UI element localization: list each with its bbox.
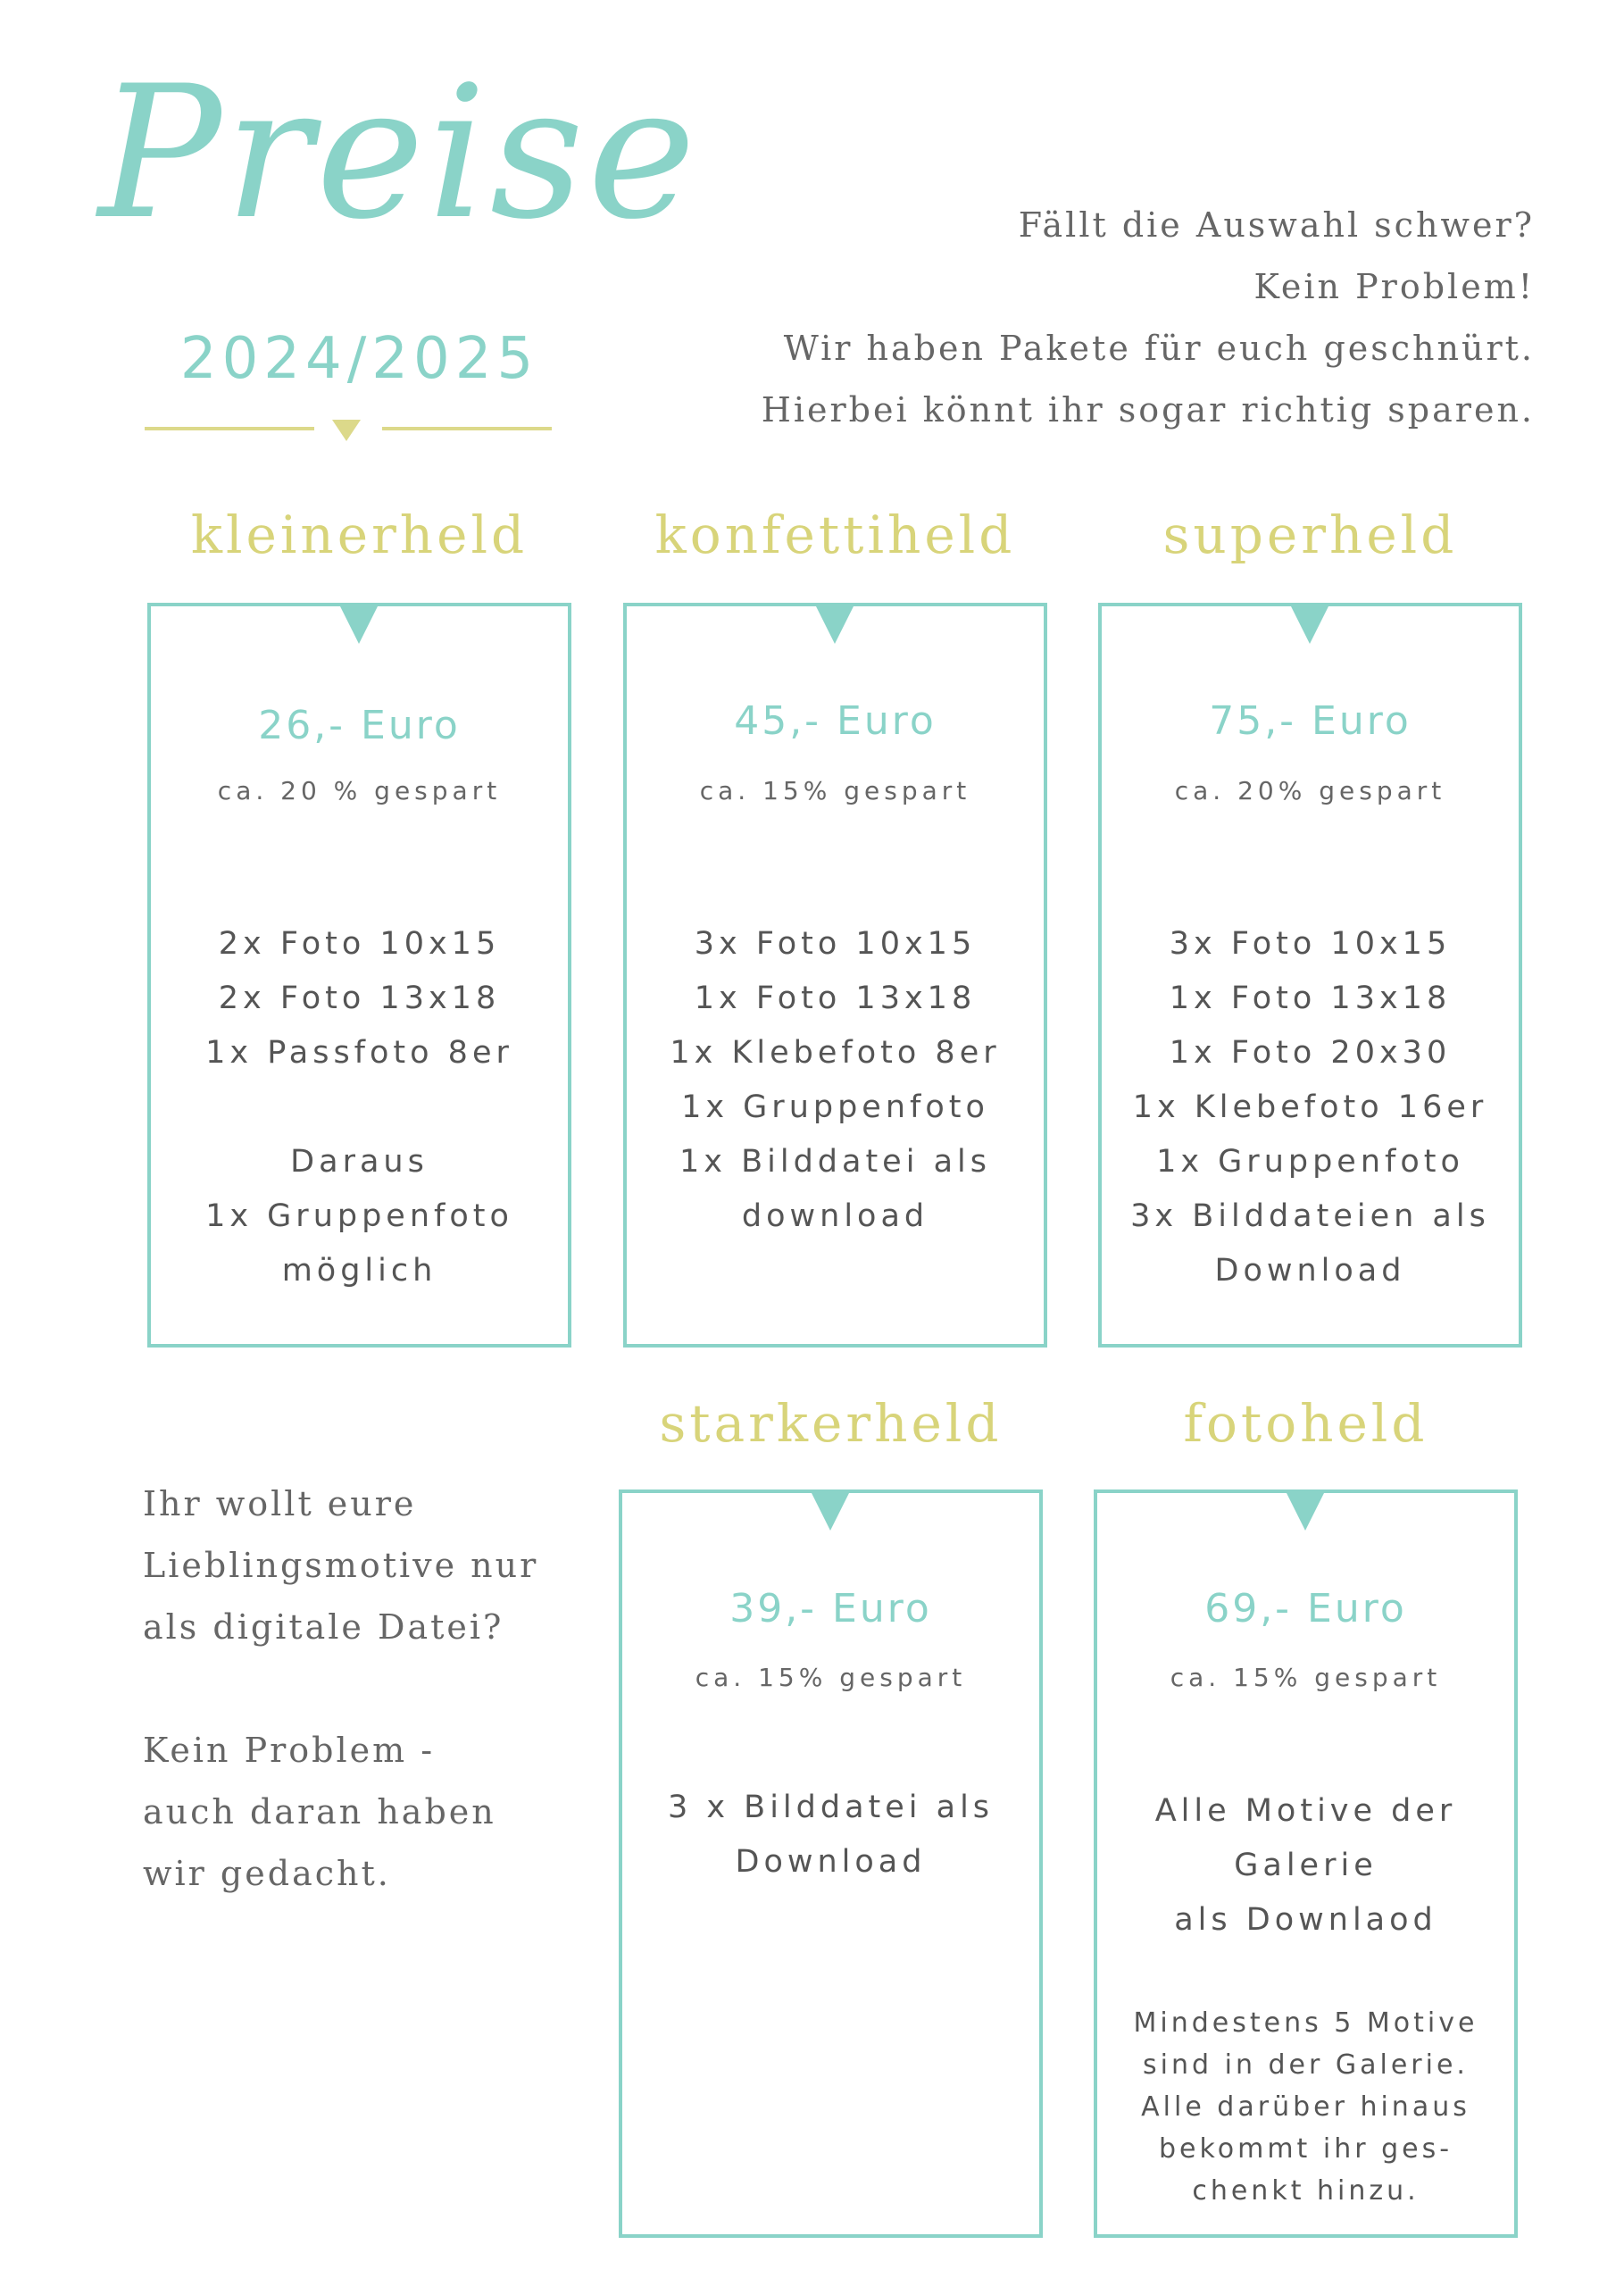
package-item: Download — [735, 1844, 927, 1880]
package-item: 1x Gruppenfoto — [1156, 1144, 1464, 1180]
package-saving: ca. 20 % gespart — [217, 776, 502, 805]
package-card-superheld — [1098, 603, 1522, 1348]
note-line: chenkt hinzu. — [1192, 2175, 1420, 2207]
package-item: 3x Bilddateien als — [1130, 1198, 1490, 1234]
package-saving: ca. 15% gespart — [695, 1663, 967, 1692]
intro-line: Fällt die Auswahl schwer? — [1018, 205, 1535, 245]
year-label: 2024/2025 — [179, 326, 539, 392]
intro-text — [762, 195, 1535, 441]
package-item: Galerie — [1234, 1848, 1378, 1883]
package-saving: ca. 15% gespart — [699, 776, 971, 805]
package-items — [1097, 1784, 1514, 1948]
package-item: Daraus — [290, 1144, 429, 1180]
package-card-kleinerheld — [147, 603, 571, 1348]
side-line: auch daran haben — [143, 1792, 496, 1832]
package-note — [1097, 2002, 1514, 2212]
package-item: 3x Foto 10x15 — [1169, 926, 1452, 962]
package-item-spacer — [151, 1081, 568, 1135]
package-item: 1x Gruppenfoto — [681, 1089, 989, 1125]
intro-line: Wir haben Pakete für euch geschnürt. — [783, 329, 1535, 368]
intro-line: Kein Problem! — [1253, 267, 1535, 306]
package-items — [622, 1781, 1039, 1890]
package-title-superheld: superheld — [1162, 505, 1458, 565]
package-price: 26,- Euro — [258, 703, 461, 748]
side-line-spacer — [143, 1658, 538, 1720]
side-line: wir gedacht. — [143, 1854, 391, 1893]
package-title-starkerheld: starkerheld — [659, 1393, 1003, 1454]
note-line: sind in der Galerie. — [1143, 2049, 1469, 2081]
divider-left — [145, 427, 314, 430]
notch-icon — [1287, 1493, 1324, 1531]
package-item: 1x Foto 13x18 — [694, 980, 977, 1016]
notch-icon — [812, 1493, 849, 1531]
package-item: download — [741, 1198, 929, 1234]
note-line: Alle darüber hinaus — [1141, 2091, 1470, 2123]
package-item: Download — [1214, 1253, 1406, 1289]
package-item: 1x Passfoto 8er — [205, 1035, 513, 1071]
page-title: Preise — [98, 47, 700, 260]
package-price: 75,- Euro — [1209, 698, 1412, 744]
package-item: 1x Bilddatei als — [679, 1144, 991, 1180]
package-item: als Downlaod — [1174, 1902, 1437, 1938]
notch-icon — [1291, 606, 1328, 644]
package-price: 39,- Euro — [729, 1586, 932, 1631]
side-line: Lieblingsmotive nur — [143, 1546, 539, 1585]
package-title-konfettiheld: konfettiheld — [654, 505, 1016, 565]
package-item: 1x Klebefoto 8er — [670, 1035, 1001, 1071]
package-item: 3x Foto 10x15 — [694, 926, 977, 962]
package-title-kleinerheld: kleinerheld — [190, 505, 529, 565]
package-item: Alle Motive der — [1154, 1793, 1457, 1829]
package-items — [627, 917, 1044, 1244]
side-line: Ihr wollt eure — [143, 1484, 417, 1523]
package-items — [151, 917, 568, 1298]
notch-icon — [340, 606, 378, 644]
package-item: 2x Foto 13x18 — [218, 980, 501, 1016]
package-item: 1x Gruppenfoto — [205, 1198, 513, 1234]
note-line: Mindestens 5 Motive — [1133, 2007, 1478, 2039]
notch-icon — [816, 606, 854, 644]
package-items — [1102, 917, 1519, 1298]
package-title-fotoheld: fotoheld — [1183, 1393, 1428, 1454]
package-card-konfettiheld — [623, 603, 1047, 1348]
package-item: möglich — [281, 1253, 437, 1289]
digital-files-text — [143, 1473, 538, 1905]
divider-right — [382, 427, 552, 430]
package-card-fotoheld — [1094, 1489, 1518, 2238]
side-line: Kein Problem - — [143, 1731, 436, 1770]
package-item: 2x Foto 10x15 — [218, 926, 501, 962]
package-item: 1x Klebefoto 16er — [1132, 1089, 1488, 1125]
package-price: 69,- Euro — [1204, 1586, 1407, 1631]
package-saving: ca. 20% gespart — [1174, 776, 1446, 805]
package-card-starkerheld — [619, 1489, 1043, 2238]
note-line: bekommt ihr ges- — [1158, 2133, 1453, 2165]
intro-line: Hierbei könnt ihr sogar richtig sparen. — [761, 390, 1535, 430]
package-item: 3 x Bilddatei als — [667, 1790, 995, 1825]
side-line: als digitale Datei? — [143, 1607, 504, 1647]
chevron-down-icon — [332, 420, 361, 441]
package-item: 1x Foto 13x18 — [1169, 980, 1452, 1016]
package-price: 45,- Euro — [734, 698, 937, 744]
package-item: 1x Foto 20x30 — [1169, 1035, 1452, 1071]
package-saving: ca. 15% gespart — [1170, 1663, 1442, 1692]
